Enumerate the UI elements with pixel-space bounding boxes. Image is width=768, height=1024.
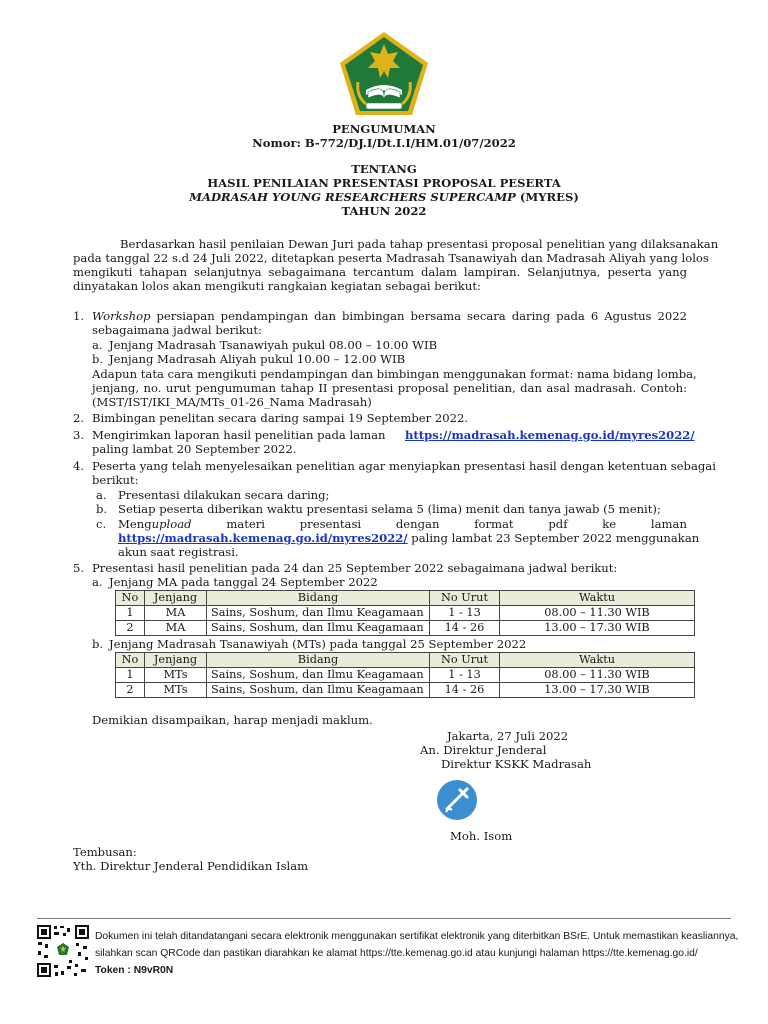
upload-word [118, 517, 192, 532]
list-item-1-note: jenjang, no. urut pengumuman tahap II presentasi proposal penelitian, dan asal madrasah. Contoh: [92, 381, 687, 395]
ministry-logo [336, 30, 432, 118]
sublist-item [118, 531, 699, 546]
list-item-1-line: sebagaimana jadwal berikut: [92, 323, 262, 337]
word: pdf [548, 517, 568, 531]
table-cell: 1 [116, 668, 145, 683]
table-header-cell: Bidang [207, 591, 430, 606]
upload-italic: upload [151, 517, 192, 531]
word: ke [602, 517, 617, 531]
table-header-cell: Waktu [500, 591, 695, 606]
list-item-3: Mengirimkan laporan hasil penelitian pada laman [92, 428, 386, 442]
table-cell: Sains, Soshum, dan Ilmu Keagamaan [207, 683, 430, 698]
schedule-table-ma [115, 590, 695, 636]
list-item-4: Peserta yang telah menyelesaikan penelitian agar menyiapkan presentasi hasil dengan ketentuan sebagai [92, 459, 716, 473]
table-cell: Sains, Soshum, dan Ilmu Keagamaan [207, 606, 430, 621]
sublist-item: Jenjang Madrasah Aliyah pukul 10.00 – 12.00 WIB [109, 352, 406, 366]
sublist-mark: c. [96, 517, 107, 531]
signature-position: Direktur KSKK Madrasah [441, 757, 592, 771]
table-header-cell: No Urut [430, 653, 500, 668]
table-header-cell: Jenjang [145, 591, 207, 606]
table-header-cell: No Urut [430, 591, 500, 606]
subject-program-abbr: (MYRES) [515, 190, 579, 204]
upload-prefix: Meng [118, 517, 152, 531]
list-item-1-line [92, 309, 687, 324]
table-cell: MTs [145, 683, 207, 698]
table-header-cell: Waktu [500, 653, 695, 668]
word: presentasi [299, 517, 362, 531]
list-item-5: Presentasi hasil penelitian pada 24 dan 25 September 2022 sebagaimana jadwal berikut: [92, 561, 618, 575]
table-header-row [116, 653, 695, 668]
table-cell: Sains, Soshum, dan Ilmu Keagamaan [207, 668, 430, 683]
sublist-mark: b. [96, 502, 108, 516]
sublist-item: Jenjang Madrasah Tsanawiyah (MTs) pada tanggal 25 September 2022 [109, 637, 527, 651]
table-cell: MA [145, 606, 207, 621]
table-cell: 1 - 13 [430, 668, 500, 683]
cc-recipient: Yth. Direktur Jenderal Pendidikan Islam [73, 859, 309, 873]
list-number: 2. [73, 411, 85, 425]
table-cell: Sains, Soshum, dan Ilmu Keagamaan [207, 621, 430, 636]
table-cell: 13.00 – 17.30 WIB [500, 621, 695, 636]
table-cell: 2 [116, 621, 145, 636]
table-header-cell: No [116, 653, 145, 668]
subject-line-3: TAHUN 2022 [341, 204, 427, 218]
qr-code-icon [36, 924, 90, 978]
list-item-1-note: (MST/IST/IKI_MA/MTs_01-26_Nama Madrasah) [92, 395, 372, 409]
sublist-item: Presentasi dilakukan secara daring; [118, 488, 330, 502]
sublist-mark: b. [92, 352, 104, 366]
signature-on-behalf: An. Direktur Jenderal [420, 743, 547, 757]
sublist-item [118, 517, 687, 532]
table-header-cell: Jenjang [145, 653, 207, 668]
table-cell: MA [145, 621, 207, 636]
word: format [474, 517, 514, 531]
table-header-cell: No [116, 591, 145, 606]
list-item-4: berikut: [92, 473, 139, 487]
table-header-row [116, 591, 695, 606]
table-cell: 14 - 26 [430, 621, 500, 636]
electronic-signature-icon [436, 779, 478, 821]
table-header-cell: Bidang [207, 653, 430, 668]
table-cell: 1 [116, 606, 145, 621]
footer-token: Token : N9vR0N [95, 965, 174, 976]
sublist-item: Jenjang Madrasah Tsanawiyah pukul 08.00 – 10.00 WIB [109, 338, 438, 352]
table-cell: 1 - 13 [430, 606, 500, 621]
intro-line: dinyatakan lolos akan mengikuti rangkaian kegiatan sebagai berikut: [73, 279, 481, 293]
table-row [116, 621, 695, 636]
schedule-table-mts [115, 652, 695, 698]
footer-verification-text: silahkan scan QRCode dan pastikan diarahkan ke alamat https://tte.kemenag.go.id atau kunjungi halaman https://tte.kemenag.go.id/ [95, 948, 698, 959]
myres-link[interactable]: https://madrasah.kemenag.go.id/myres2022/ [118, 531, 408, 545]
list-item-2: Bimbingan penelitan secara daring sampai 19 September 2022. [92, 411, 469, 425]
intro-line: mengikuti tahapan selanjutnya sebagaimana tercantum dalam lampiran. Selanjutnya, peserta yang [73, 265, 687, 279]
myres-link[interactable]: https://madrasah.kemenag.go.id/myres2022/ [405, 428, 695, 442]
list-number: 5. [73, 561, 85, 575]
intro-line: pada tanggal 22 s.d 24 Juli 2022, ditetapkan peserta Madrasah Tsanawiyah dan Madrasah Aliyah yang lolos [73, 251, 709, 265]
table-cell: 2 [116, 683, 145, 698]
sublist-item-rest: paling lambat 23 September 2022 menggunakan [407, 531, 700, 545]
footer-divider [37, 918, 731, 919]
signature-place-date: Jakarta, 27 Juli 2022 [447, 729, 569, 743]
subject-line-1: HASIL PENILAIAN PRESENTASI PROPOSAL PESERTA [207, 176, 561, 190]
sublist-item: Setiap peserta diberikan waktu presentasi selama 5 (lima) menit dan tanya jawab (5 menit); [118, 502, 661, 516]
list-item-3: paling lambat 20 September 2022. [92, 442, 297, 456]
word: materi [226, 517, 265, 531]
signatory-name: Moh. Isom [450, 829, 513, 843]
footer-verification-text: Dokumen ini telah ditandatangani secara elektronik menggunakan sertifikat elektronik yang diterbitkan BSrE. Untuk memastikan keasliannya, [95, 931, 739, 942]
table-row [116, 606, 695, 621]
sublist-mark: b. [92, 637, 104, 651]
list-number: 1. [73, 309, 85, 323]
table-cell: 13.00 – 17.30 WIB [500, 683, 695, 698]
list-item-1-text: persiapan pendampingan dan bimbingan bersama secara daring pada 6 Agustus 2022 [150, 309, 687, 323]
workshop-word: Workshop [92, 309, 151, 323]
sublist-mark: a. [96, 488, 107, 502]
sublist-mark: a. [92, 575, 103, 589]
intro-line: Berdasarkan hasil penilaian Dewan Juri pada tahap presentasi proposal penelitian yang dilaksanakan [120, 237, 719, 251]
subject-line-2 [0, 190, 768, 205]
table-cell: 08.00 – 11.30 WIB [500, 668, 695, 683]
table-cell: 08.00 – 11.30 WIB [500, 606, 695, 621]
table-row [116, 668, 695, 683]
document-title: PENGUMUMAN [332, 122, 436, 136]
list-item-1-note: Adapun tata cara mengikuti pendampingan dan bimbingan menggunakan format: nama bidang lomba, [92, 367, 697, 381]
sublist-item: akun saat registrasi. [118, 545, 239, 559]
list-number: 3. [73, 428, 85, 442]
word: dengan [395, 517, 440, 531]
table-cell: 14 - 26 [430, 683, 500, 698]
cc-label: Tembusan: [73, 845, 137, 859]
table-cell: MTs [145, 668, 207, 683]
word: laman [650, 517, 687, 531]
document-number: Nomor: B-772/DJ.I/Dt.I.I/HM.01/07/2022 [252, 136, 516, 150]
subject-program-name: MADRASAH YOUNG RESEARCHERS SUPERCAMP [189, 190, 516, 204]
table-row [116, 683, 695, 698]
subject-tentang: TENTANG [351, 162, 417, 176]
sublist-item: Jenjang MA pada tanggal 24 September 2022 [109, 575, 378, 589]
closing-statement: Demikian disampaikan, harap menjadi maklum. [92, 713, 373, 727]
list-number: 4. [73, 459, 85, 473]
sublist-mark: a. [92, 338, 103, 352]
